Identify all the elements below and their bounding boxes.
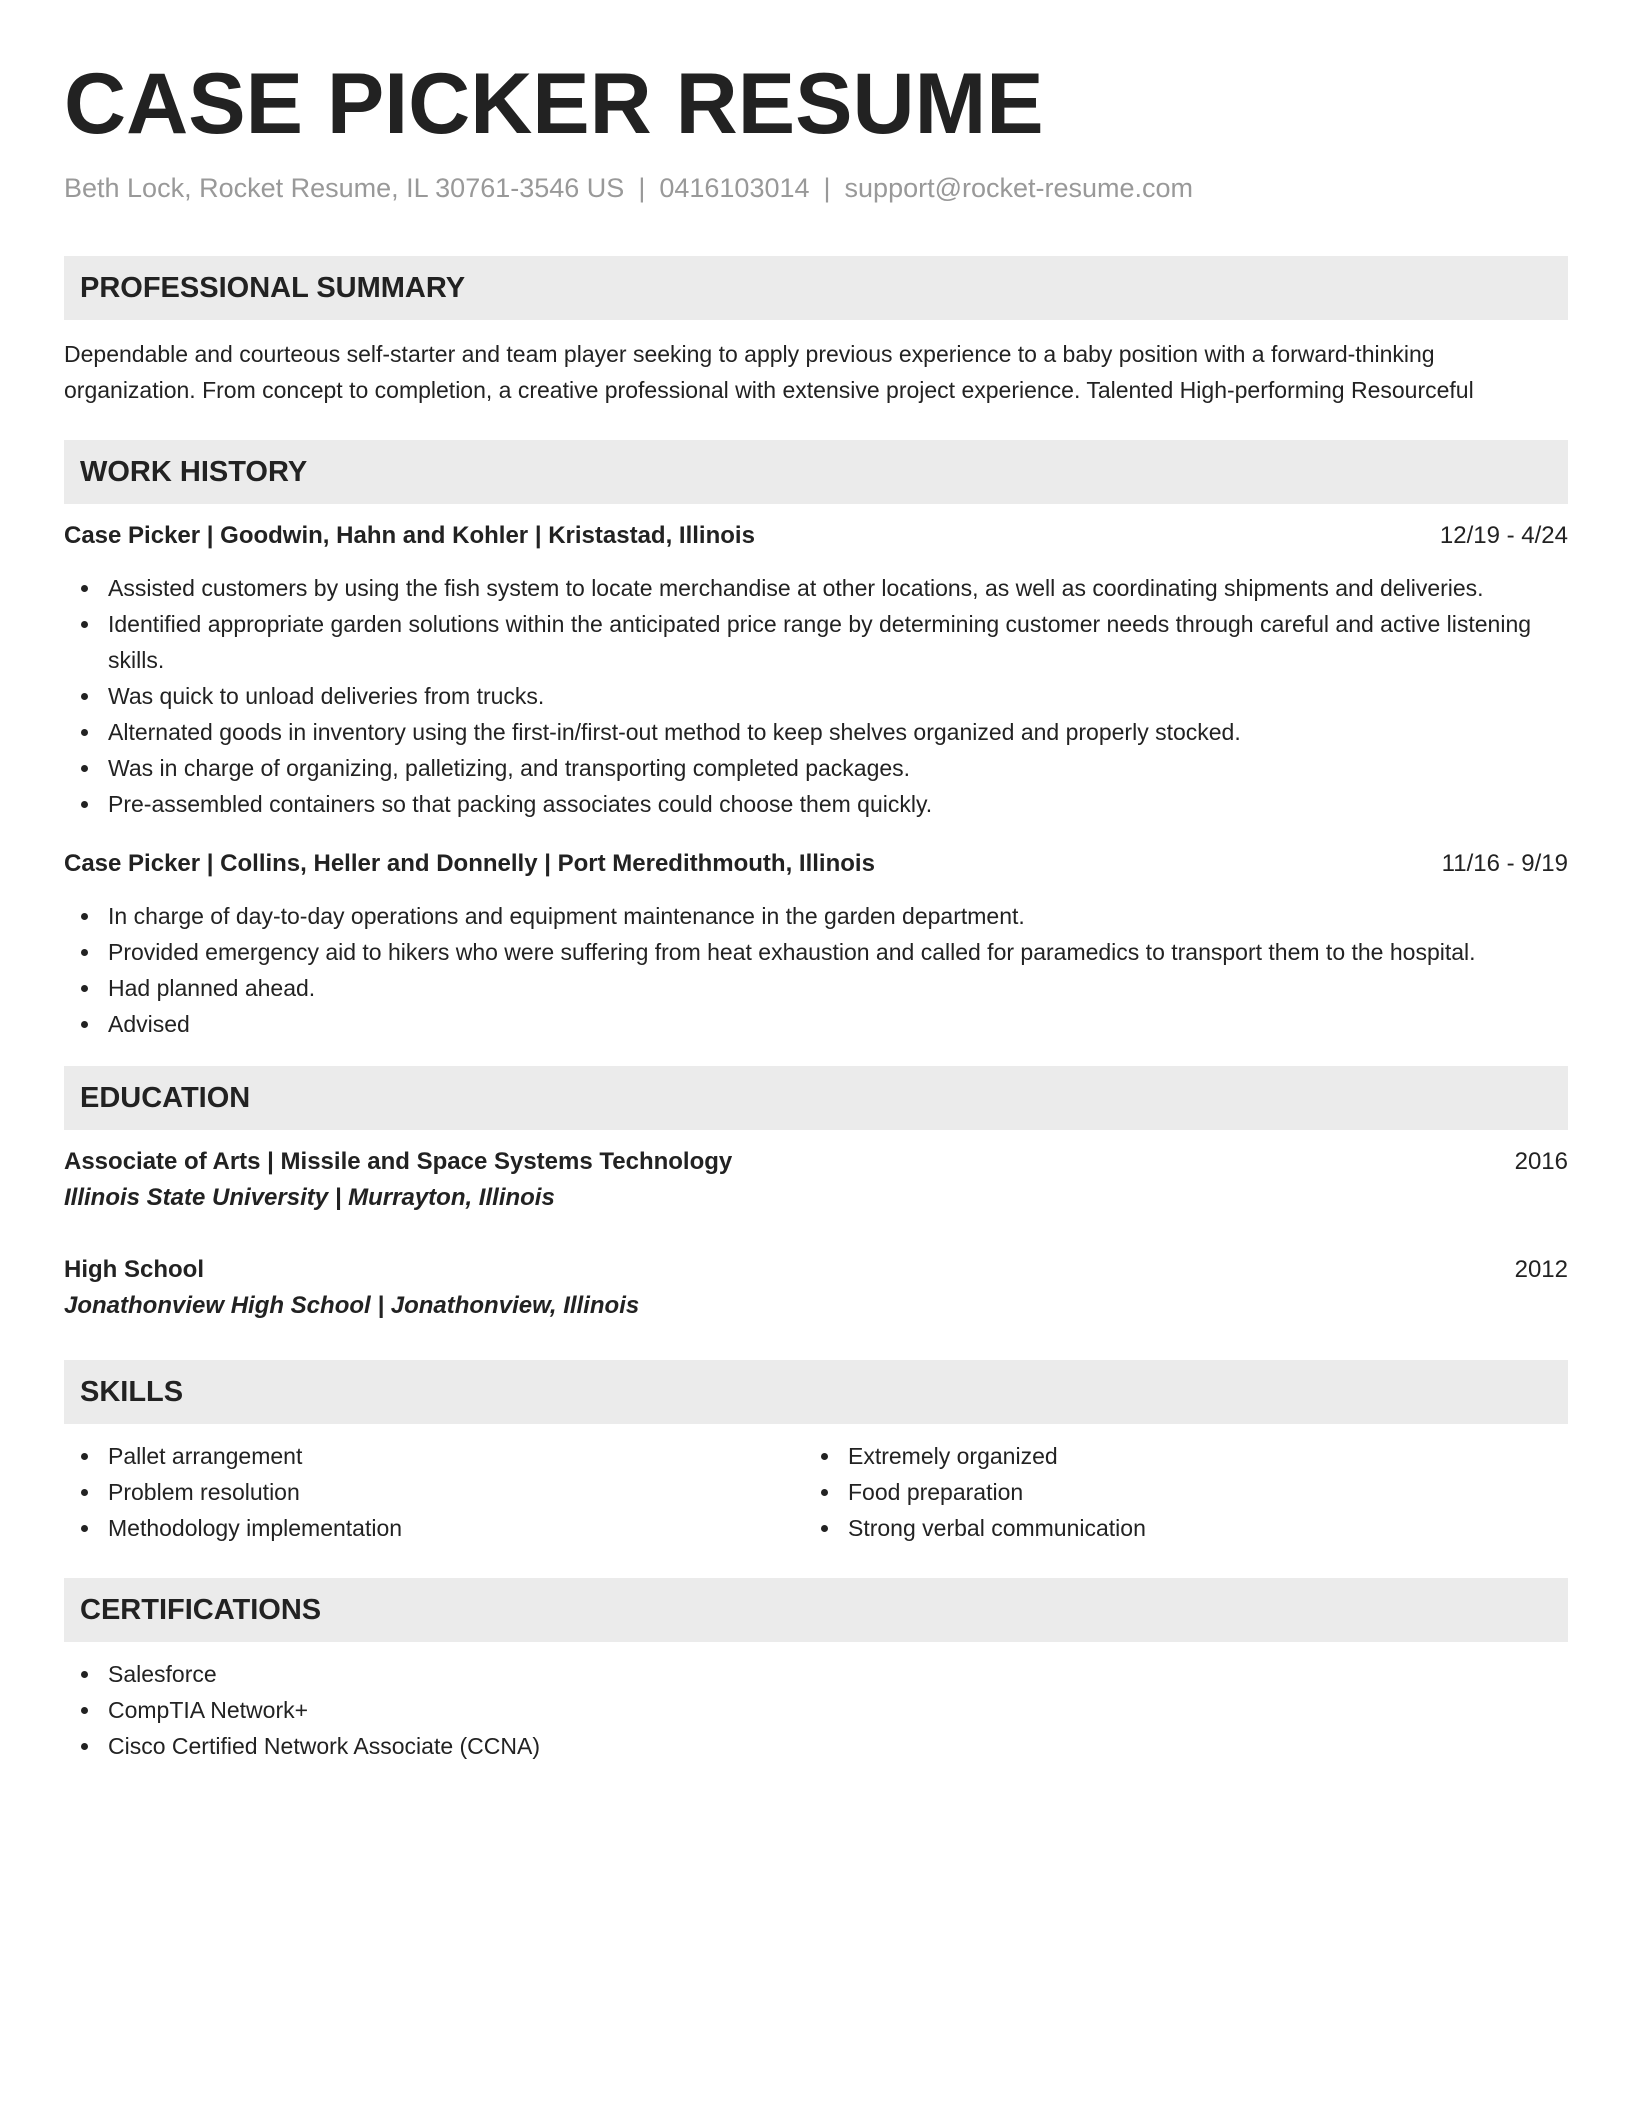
skill-item: Methodology implementation [64,1510,804,1546]
education-school: Jonathonview High School | Jonathonview, Illinois [64,1292,640,1319]
certification-item: Salesforce [64,1656,1568,1692]
contact-separator: | [638,173,646,203]
section-heading-certifications: CERTIFICATIONS [64,1578,1568,1642]
education-entry-header [64,1252,1568,1288]
job-bullet: Identified appropriate garden solutions within the anticipated price range by determining customer needs through careful and active listening skills. [64,606,1568,678]
skill-item: Problem resolution [64,1474,804,1510]
education-degree: High School [64,1256,204,1283]
skills-list-right [804,1438,1544,1546]
job-bullet: Provided emergency aid to hikers who were suffering from heat exhaustion and called for paramedics to transport them to the hospital. [64,934,1568,970]
job-bullet-list [64,570,1568,822]
skill-item: Strong verbal communication [804,1510,1544,1546]
education-school: Illinois State University | Murrayton, Illinois [64,1184,555,1211]
certification-item: CompTIA Network+ [64,1692,1568,1728]
job-bullet: Advised [64,1006,1568,1042]
job-entry-header [64,846,1568,882]
skill-item: Food preparation [804,1474,1544,1510]
education-degree: Associate of Arts | Missile and Space Systems Technology [64,1148,733,1175]
job-bullet: Was quick to unload deliveries from trucks. [64,678,1568,714]
education-entry-header [64,1144,1568,1180]
summary-text: Dependable and courteous self-starter and team player seeking to apply previous experience to a baby position with a forward-thinking organization. From concept to completion, a creative professional with extensive project experience. Talented High-performing Resourceful [64,341,1474,403]
job-bullet-list [64,898,1568,1042]
contact-email: support@rocket-resume.com [844,173,1194,203]
contact-phone: 0416103014 [659,173,810,203]
section-heading-summary: PROFESSIONAL SUMMARY [64,256,1568,320]
job-title: Case Picker | Collins, Heller and Donnelly | Port Meredithmouth, Illinois [64,850,875,877]
job-title: Case Picker | Goodwin, Hahn and Kohler | Kristastad, Illinois [64,522,755,549]
job-bullet: Assisted customers by using the fish system to locate merchandise at other locations, as well as coordinating shipments and deliveries. [64,570,1568,606]
education-year: 2012 [1514,1256,1568,1283]
skill-item: Pallet arrangement [64,1438,804,1474]
job-bullet: Alternated goods in inventory using the first-in/first-out method to keep shelves organized and properly stocked. [64,714,1568,750]
section-heading-work-history: WORK HISTORY [64,440,1568,504]
section-heading-skills: SKILLS [64,1360,1568,1424]
section-heading-education: EDUCATION [64,1066,1568,1130]
certifications-list [64,1656,1568,1764]
job-dates: 12/19 - 4/24 [1439,522,1568,549]
job-dates: 11/16 - 9/19 [1441,850,1568,877]
job-entry-header [64,518,1568,554]
job-bullet: In charge of day-to-day operations and equipment maintenance in the garden department. [64,898,1568,934]
job-bullet: Had planned ahead. [64,970,1568,1006]
resume-title: CASE PICKER RESUME [64,56,1044,152]
contact-separator: | [823,173,831,203]
job-bullet: Was in charge of organizing, palletizing, and transporting completed packages. [64,750,1568,786]
contact-address: Beth Lock, Rocket Resume, IL 30761-3546 US [64,173,625,203]
certification-item: Cisco Certified Network Associate (CCNA) [64,1728,1568,1764]
education-year: 2016 [1514,1148,1568,1175]
skill-item: Extremely organized [804,1438,1544,1474]
skills-list-left [64,1438,804,1546]
skills-columns [64,1438,1568,1546]
contact-line [64,170,1568,206]
job-bullet: Pre-assembled containers so that packing associates could choose them quickly. [64,786,1568,822]
